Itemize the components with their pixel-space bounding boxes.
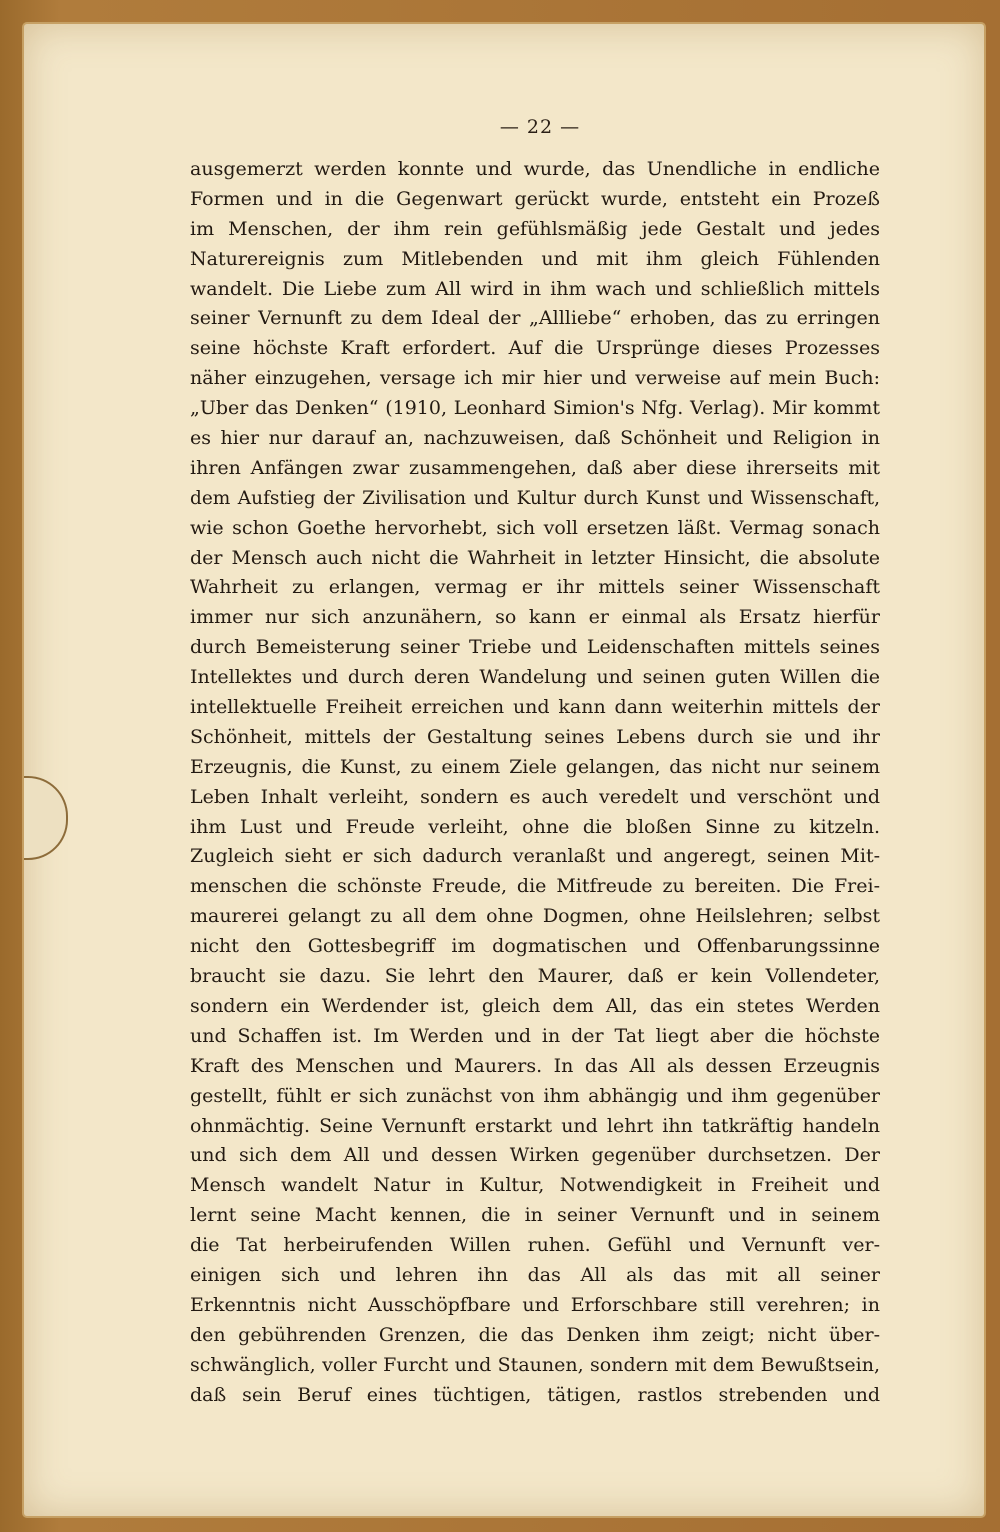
text-line: und sich dem All und dessen Wirken gegenüber durchsetzen. Der (190, 1144, 880, 1167)
text-line: durch Bemeisterung seiner Triebe und Leidenschaften mittels seines (190, 636, 880, 659)
text-line: Schönheit, mittels der Gestaltung seines Lebens durch sie und ihr (190, 725, 880, 748)
text-line: der Mensch auch nicht die Wahrheit in letzter Hinsicht, die absolute (190, 546, 880, 569)
text-line: es hier nur darauf an, nachzuweisen, daß Schönheit und Religion in (190, 427, 880, 450)
text-line: sondern ein Werdender ist, gleich dem All, das ein stetes Werden (190, 994, 880, 1017)
text-line: daß sein Beruf eines tüchtigen, tätigen, rastlos strebenden und (190, 1383, 880, 1406)
text-line: im Menschen, der ihm rein gefühlsmäßig jede Gestalt und jedes (190, 217, 880, 240)
text-line: braucht sie dazu. Sie lehrt den Maurer, daß er kein Vollendeter, (190, 965, 880, 988)
text-line: menschen die schönste Freude, die Mitfreude zu bereiten. Die Frei- (190, 875, 880, 898)
text-line: seine höchste Kraft erfordert. Auf die Ursprünge dieses Prozesses (190, 337, 880, 360)
text-line: intellektuelle Freiheit erreichen und kann dann weiterhin mittels der (190, 696, 880, 719)
text-line: ihm Lust und Freude verleiht, ohne die bloßen Sinne zu kitzeln. (190, 815, 880, 838)
text-line: Formen und in die Gegenwart gerückt wurde, entsteht ein Prozeß (190, 187, 880, 210)
text-line: ihren Anfängen zwar zusammengehen, daß aber diese ihrerseits mit (190, 456, 880, 479)
text-line: Mensch wandelt Natur in Kultur, Notwendigkeit in Freiheit und (190, 1174, 880, 1197)
text-line: „Uber das Denken“ (1910, Leonhard Simion's Nfg. Verlag). Mir kommt (190, 397, 880, 420)
page-number: — 22 — (499, 116, 581, 138)
text-line: gestellt, fühlt er sich zunächst von ihm abhängig und ihm gegenüber (190, 1084, 880, 1107)
text-line: wandelt. Die Liebe zum All wird in ihm wach und schließlich mittels (190, 277, 880, 300)
text-line: Erzeugnis, die Kunst, zu einem Ziele gelangen, das nicht nur seinem (190, 755, 880, 778)
text-line: Leben Inhalt verleiht, sondern es auch veredelt und verschönt und (190, 785, 880, 808)
text-line: wie schon Goethe hervorhebt, sich voll ersetzen läßt. Vermag sonach (190, 516, 880, 539)
text-line: näher einzugehen, versage ich mir hier und verweise auf mein Buch: (190, 367, 880, 390)
text-line: immer nur sich anzunähern, so kann er einmal als Ersatz hierfür (190, 606, 880, 629)
text-line: Zugleich sieht er sich dadurch veranlaßt und angeregt, seinen Mit- (190, 845, 880, 868)
text-line: lernt seine Macht kennen, die in seiner Vernunft und in seinem (190, 1204, 880, 1227)
page-tab (24, 776, 68, 860)
text-line: ausgemerzt werden konnte und wurde, das Unendliche in endliche (190, 158, 880, 180)
text-line: dem Aufstieg der Zivilisation und Kultur durch Kunst und Wissenschaft, (190, 487, 880, 509)
text-line: die Tat herbeirufenden Willen ruhen. Gefühl und Vernunft ver- (190, 1234, 880, 1257)
text-line: und Schaffen ist. Im Werden und in der Tat liegt aber die höchste (190, 1024, 880, 1047)
text-line: nicht den Gottesbegriff im dogmatischen und Offenbarungssinne (190, 935, 880, 958)
text-line: Wahrheit zu erlangen, vermag er ihr mittels seiner Wissenschaft (190, 576, 880, 599)
text-line: maurerei gelangt zu all dem ohne Dogmen, ohne Heilslehren; selbst (190, 905, 880, 928)
body-text (190, 155, 880, 1410)
text-line: ohnmächtig. Seine Vernunft erstarkt und lehrt ihn tatkräftig handeln (190, 1114, 880, 1137)
text-line: Kraft des Menschen und Maurers. In das All als dessen Erzeugnis (190, 1054, 880, 1077)
text-line: seiner Vernunft zu dem Ideal der „Allliebe“ erhoben, das zu erringen (190, 307, 880, 330)
text-line: Erkenntnis nicht Ausschöpfbare und Erforschbare still verehren; in (190, 1293, 880, 1316)
text-line: Intellektes und durch deren Wandelung und seinen guten Willen die (190, 666, 880, 689)
text-line: Naturereignis zum Mitlebenden und mit ihm gleich Fühlenden (190, 247, 880, 270)
text-line: schwänglich, voller Furcht und Staunen, sondern mit dem Bewußtsein, (190, 1353, 880, 1376)
text-line: den gebührenden Grenzen, die das Denken ihm zeigt; nicht über- (190, 1323, 880, 1346)
text-line: einigen sich und lehren ihn das All als das mit all seiner (190, 1263, 880, 1286)
